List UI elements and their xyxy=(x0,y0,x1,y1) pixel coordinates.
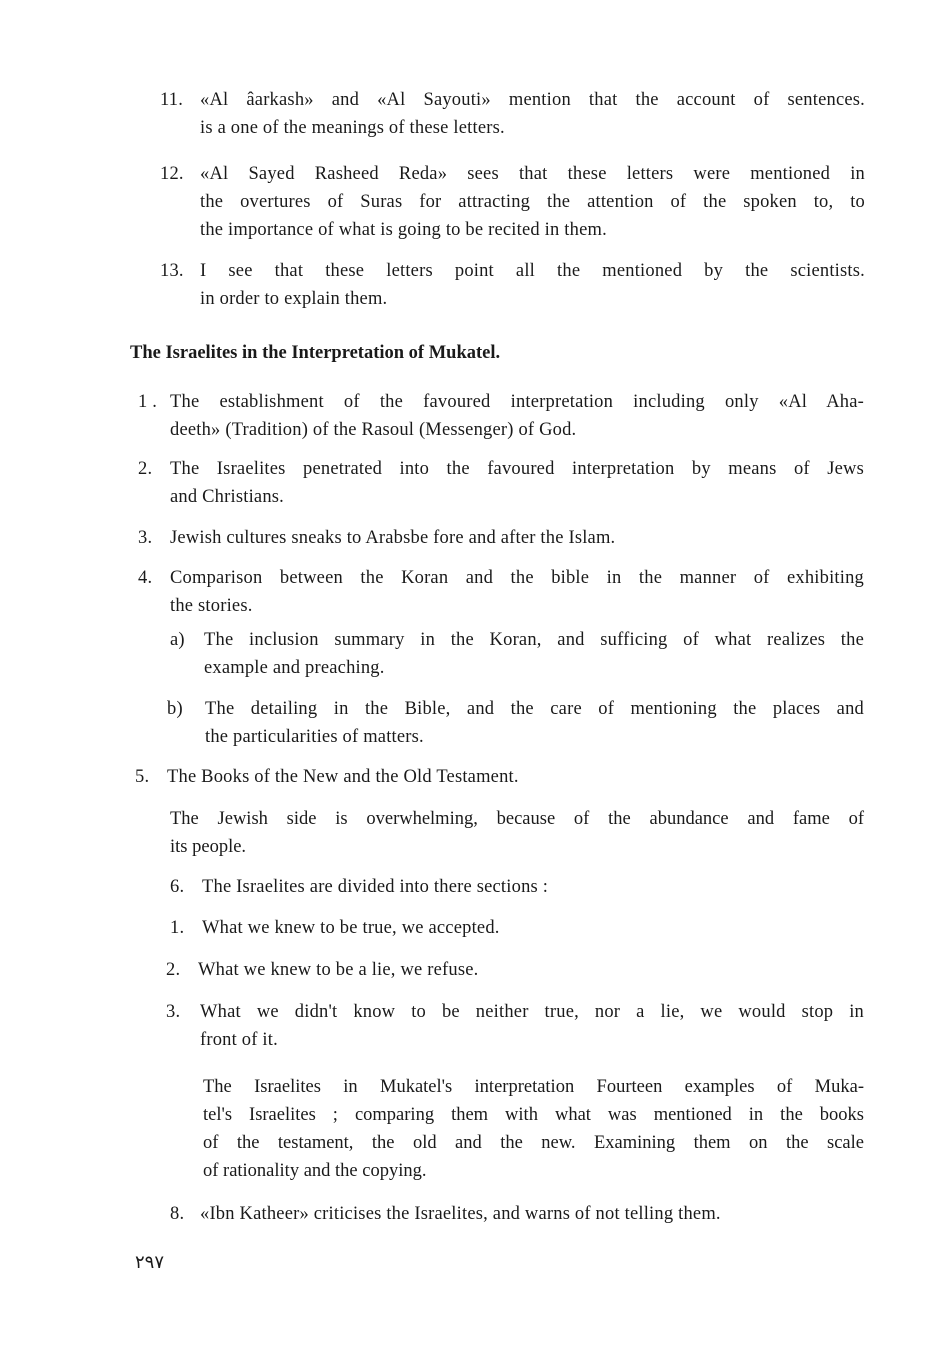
item-number: 2. xyxy=(166,960,181,980)
item-line: What we knew to be true, we accepted. xyxy=(202,918,500,938)
paragraph-line: of rationality and the copying. xyxy=(203,1161,427,1181)
item-line: in order to explain them. xyxy=(200,289,388,309)
item-line: the importance of what is going to be recited in them. xyxy=(200,220,607,240)
item-number: 1 . xyxy=(138,392,158,412)
item-line: «Al Sayed Rasheed Reda» sees that these letters were mentioned in xyxy=(200,164,865,184)
item-number: 6. xyxy=(170,877,185,897)
item-line: The detailing in the Bible, and the care of mentioning the places and xyxy=(205,699,864,719)
page-number: ٢٩٧ xyxy=(135,1252,165,1273)
item-number: 11. xyxy=(160,90,184,110)
item-number: 5. xyxy=(135,767,150,787)
item-line: and Christians. xyxy=(170,487,284,507)
item-number: 3. xyxy=(138,528,153,548)
paragraph-mukatel-examples xyxy=(203,1073,864,1185)
item-line: The inclusion summary in the Koran, and sufficing of what realizes the xyxy=(204,630,864,650)
item-line: Comparison between the Koran and the bible in the manner of exhibiting xyxy=(170,568,864,588)
item-line: What we didn't know to be neither true, nor a lie, we would stop in xyxy=(200,1002,864,1022)
item-number: 2. xyxy=(138,459,153,479)
item-line: is a one of the meanings of these letters. xyxy=(200,118,505,138)
item-line: the overtures of Suras for attracting the attention of the spoken to, to xyxy=(200,192,865,212)
item-number: 4. xyxy=(138,568,153,588)
paragraph-line: The Israelites in Mukatel's interpretation Fourteen examples of Muka- xyxy=(203,1077,864,1097)
item-number: b) xyxy=(167,699,183,719)
item-line: What we knew to be a lie, we refuse. xyxy=(198,960,479,980)
item-line: «Al âarkash» and «Al Sayouti» mention that the account of sentences. xyxy=(200,90,865,110)
item-line: deeth» (Tradition) of the Rasoul (Messenger) of God. xyxy=(170,420,577,440)
item-number: 8. xyxy=(170,1204,185,1224)
item-number: 13. xyxy=(160,261,184,281)
item-line: I see that these letters point all the mentioned by the scientists. xyxy=(200,261,865,281)
paragraph-line: of the testament, the old and the new. Examining them on the scale xyxy=(203,1133,864,1153)
paragraph-line: tel's Israelites ; comparing them with what was mentioned in the books xyxy=(203,1105,864,1125)
item-line: example and preaching. xyxy=(204,658,385,678)
item-line: Jewish cultures sneaks to Arabsbe fore and after the Islam. xyxy=(170,528,616,548)
item-number: 1. xyxy=(170,918,185,938)
item-line: «Ibn Katheer» criticises the Israelites, and warns of not telling them. xyxy=(200,1204,721,1224)
item-number: 3. xyxy=(166,1002,181,1022)
item-number: 12. xyxy=(160,164,184,184)
item-line: front of it. xyxy=(200,1030,278,1050)
paragraph-line: The Jewish side is overwhelming, because of the abundance and fame of xyxy=(170,809,864,829)
paragraph-line: its people. xyxy=(170,837,247,857)
item-line: The Israelites penetrated into the favoured interpretation by means of Jews xyxy=(170,459,864,479)
item-line: the particularities of matters. xyxy=(205,727,424,747)
paragraph-jewish-side xyxy=(170,805,864,861)
section-heading: The Israelites in the Interpretation of Mukatel. xyxy=(130,343,501,363)
item-line: the stories. xyxy=(170,596,253,616)
item-line: The establishment of the favoured interpretation including only «Al Aha- xyxy=(170,392,864,412)
item-line: The Israelites are divided into there sections : xyxy=(202,877,549,897)
item-number: a) xyxy=(170,630,185,650)
item-line: The Books of the New and the Old Testament. xyxy=(167,767,519,787)
